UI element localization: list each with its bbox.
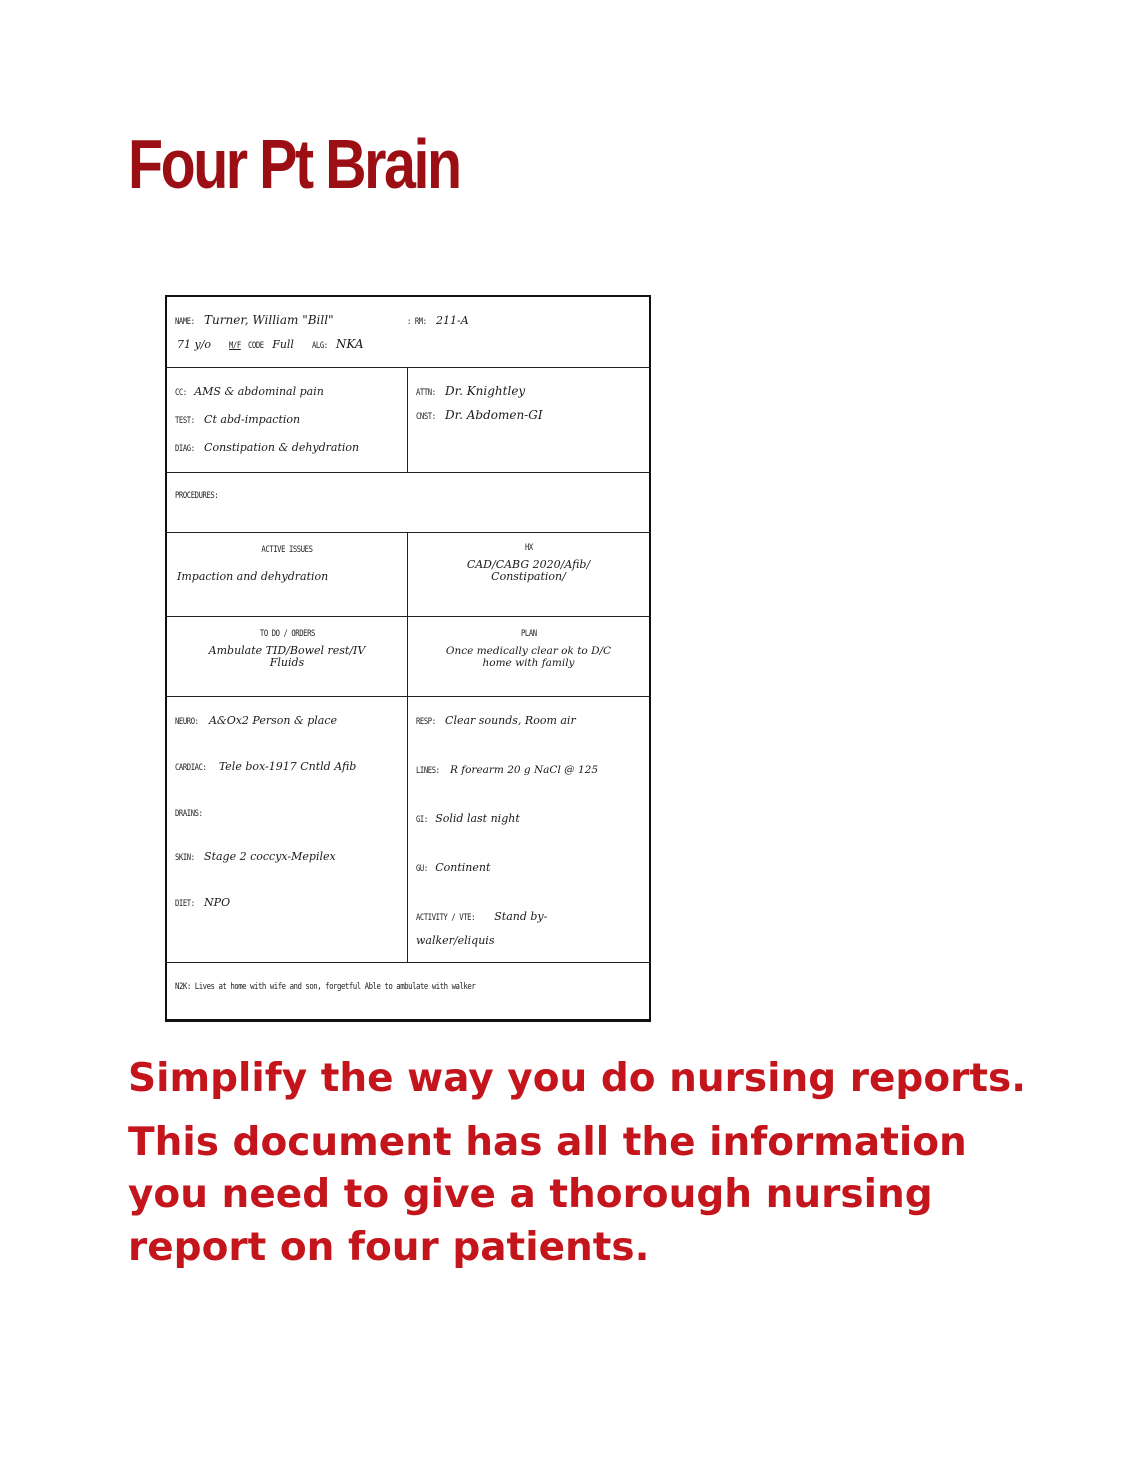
- activity-value: Stand by-: [494, 910, 548, 923]
- patient-report-sheet: [165, 295, 651, 1022]
- orders-label: TO DO / ORDERS: [259, 629, 315, 639]
- name-value: Turner, William "Bill": [204, 313, 334, 327]
- code-label: CODE: [248, 341, 264, 351]
- demographics-line: [177, 335, 364, 353]
- neuro-field: [175, 711, 337, 729]
- tagline-line-3: you need to give a thorough nursing: [128, 1172, 933, 1217]
- cc-label: CC:: [175, 388, 187, 398]
- active-issues-value: Impaction and dehydration: [177, 570, 329, 583]
- resp-value: Clear sounds, Room air: [445, 714, 576, 727]
- orders-plan-section: [167, 617, 649, 697]
- plan-value-line2: home with family: [482, 657, 575, 669]
- diag-label: DIAG:: [175, 444, 195, 454]
- lines-label: LINES:: [416, 766, 440, 776]
- systems-right-column: [408, 697, 649, 962]
- activity-value-line2: walker/eliquis: [416, 934, 495, 947]
- attending-field: [416, 382, 525, 400]
- gi-value: Solid last night: [435, 812, 520, 825]
- cardiac-value: Tele box-1917 Cntld Afib: [218, 760, 357, 773]
- clinical-section: [167, 368, 649, 473]
- tagline-line-2: This document has all the information: [128, 1120, 967, 1165]
- systems-section: [167, 697, 649, 963]
- plan-cell: [408, 617, 649, 696]
- tagline-line-1: Simplify the way you do nursing reports.: [128, 1056, 1027, 1101]
- cardiac-label: CARDIAC:: [175, 763, 207, 773]
- gu-value: Continent: [435, 861, 491, 874]
- sex-value: M/F: [228, 341, 241, 351]
- attending-value: Dr. Knightley: [445, 384, 526, 398]
- room-value: 211-A: [436, 314, 469, 327]
- neuro-label: NEURO:: [175, 717, 199, 727]
- name-field: [175, 311, 334, 329]
- page-title: Four Pt Brain: [128, 125, 460, 203]
- test-field: [175, 410, 300, 428]
- procedures-label: PROCEDURES:: [175, 491, 219, 501]
- room-label: : RM:: [407, 317, 427, 327]
- consult-label: CNST:: [416, 412, 436, 422]
- gu-field: [416, 858, 490, 876]
- clinical-left-column: [167, 368, 408, 472]
- test-value: Ct abd-impaction: [204, 413, 301, 426]
- neuro-value: A&Ox2 Person & place: [208, 714, 338, 727]
- need-to-know-text: N2K: Lives at home with wife and son, forgetful Able to ambulate with walker: [175, 982, 476, 992]
- lines-field: [416, 760, 598, 778]
- procedures-section: [167, 473, 649, 533]
- active-issues-cell: [167, 533, 408, 616]
- consult-value: Dr. Abdomen-GI: [445, 408, 543, 422]
- tagline-line-4: report on four patients.: [128, 1225, 650, 1270]
- cc-value: AMS & abdominal pain: [194, 385, 324, 398]
- activity-label: ACTIVITY / VTE:: [416, 913, 476, 923]
- gi-field: [416, 809, 520, 827]
- history-value-line2: Constipation/: [491, 570, 566, 583]
- room-field: [407, 311, 469, 329]
- issues-history-section: [167, 533, 649, 617]
- patient-header-section: [167, 297, 649, 368]
- activity-field: [416, 907, 547, 925]
- diag-value: Constipation & dehydration: [204, 441, 360, 454]
- test-label: TEST:: [175, 416, 195, 426]
- drains-label: DRAINS:: [175, 809, 203, 819]
- history-cell: [408, 533, 649, 616]
- diet-label: DIET:: [175, 899, 195, 909]
- allergy-value: NKA: [335, 337, 364, 351]
- diag-field: [175, 438, 359, 456]
- plan-label: PLAN: [520, 629, 537, 639]
- orders-cell: [167, 617, 408, 696]
- clinical-right-column: [408, 368, 649, 472]
- resp-label: RESP:: [416, 717, 436, 727]
- resp-field: [416, 711, 576, 729]
- skin-label: SKIN:: [175, 853, 195, 863]
- attending-label: ATTN:: [416, 388, 436, 398]
- diet-field: [175, 893, 230, 911]
- need-to-know-section: [167, 963, 649, 1021]
- active-issues-label: ACTIVE ISSUES: [261, 545, 313, 555]
- history-label: HX: [524, 543, 533, 553]
- cardiac-field: [175, 757, 356, 775]
- cc-field: [175, 382, 324, 400]
- allergy-label: ALG:: [311, 341, 328, 351]
- history-value-line1: CAD/CABG 2020/Afib/: [466, 558, 591, 571]
- lines-value: R forearm 20 g NaCl @ 125: [449, 764, 599, 776]
- skin-field: [175, 847, 336, 865]
- code-value: Full: [272, 338, 294, 351]
- name-label: NAME:: [175, 317, 195, 327]
- orders-value-line2: Fluids: [269, 656, 305, 669]
- systems-left-column: [167, 697, 408, 962]
- age-value: 71 y/o: [177, 338, 212, 351]
- drains-field: [175, 803, 209, 821]
- consult-field: [416, 406, 543, 424]
- plan-value-line1: Once medically clear ok to D/C: [445, 645, 612, 657]
- gi-label: GI:: [416, 815, 428, 825]
- skin-value: Stage 2 coccyx-Mepilex: [204, 850, 336, 863]
- procedures-field: [175, 485, 229, 503]
- diet-value: NPO: [204, 896, 231, 909]
- gu-label: GU:: [416, 864, 428, 874]
- orders-value-line1: Ambulate TID/Bowel rest/IV: [208, 644, 366, 657]
